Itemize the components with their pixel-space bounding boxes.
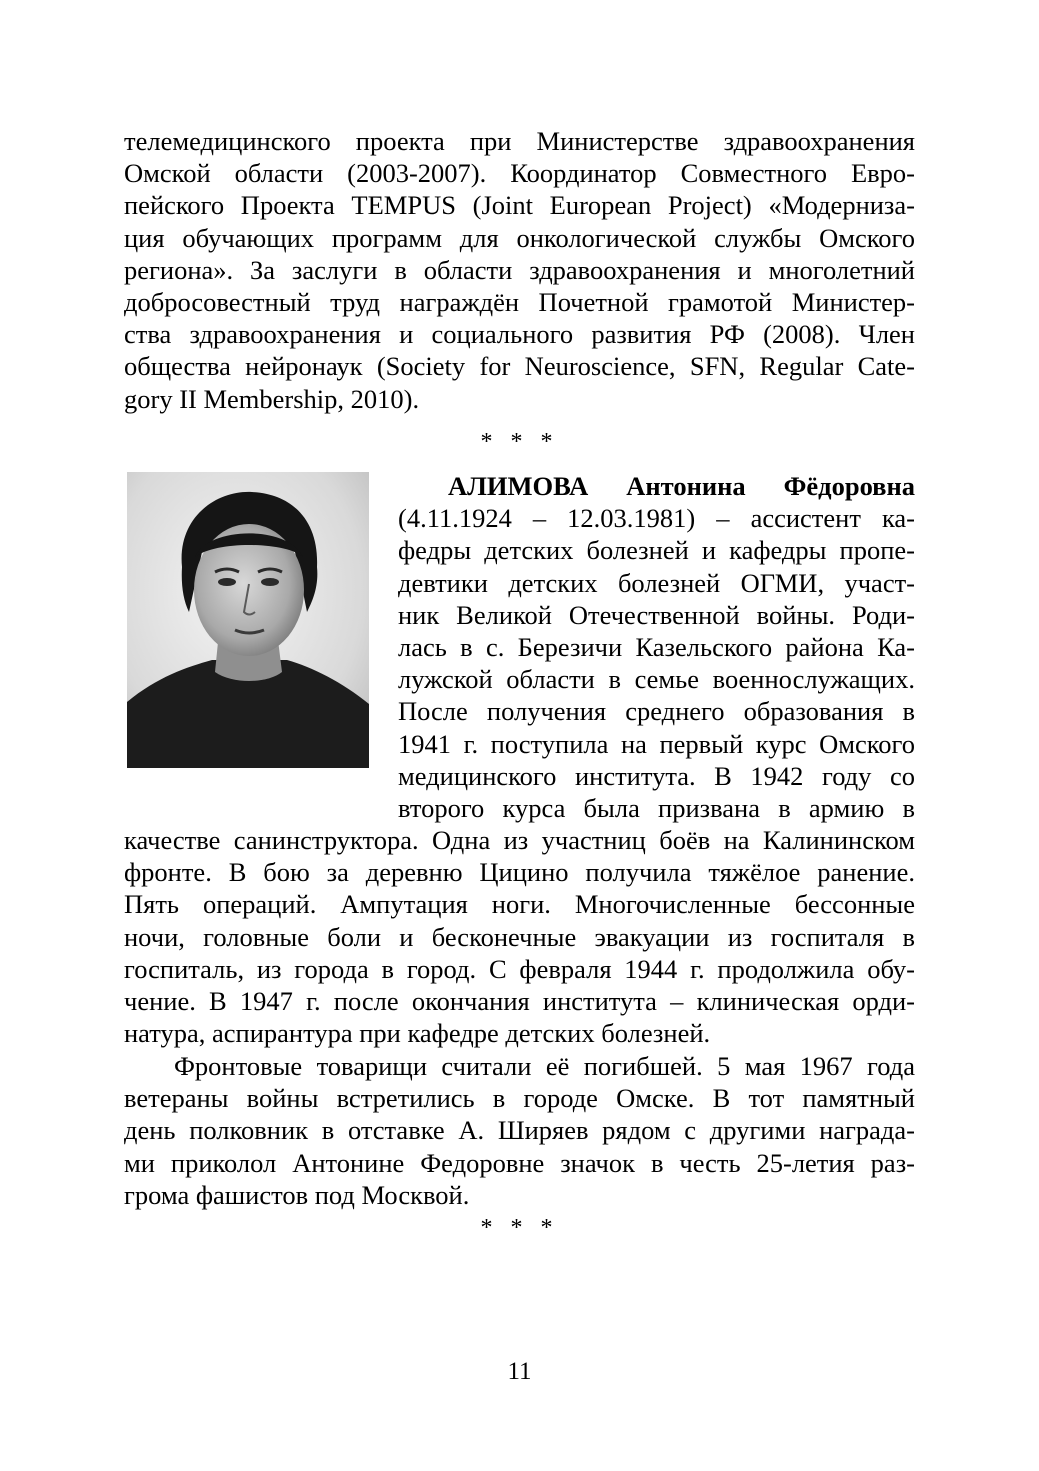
text-line: ник Великой Отечественной войны. Роди-: [398, 599, 915, 630]
person-name: АЛИМОВА Антонина Фёдоровна: [448, 471, 915, 501]
text-line: пейского Проекта TEMPUS (Joint European Project) «Модерниза-: [124, 190, 915, 221]
text-line: ция обучающих программ для онкологической службы Омского: [124, 222, 915, 253]
text-line: Фронтовые товарищи считали её погибшей. 5 мая 1967 года: [174, 1051, 915, 1081]
text-line: медицинского института. В 1942 году со: [398, 760, 915, 791]
text-line: добросовестный труд награждён Почетной грамотой Министер-: [124, 287, 915, 318]
text-line: ночи, головные боли и бесконечные эвакуации из госпиталя в: [124, 921, 915, 952]
text-line: натура, аспирантура при кафедре детских болезней.: [124, 1018, 711, 1049]
text-line: Омской области (2003-2007). Координатор Совместного Евро-: [124, 158, 915, 189]
section-separator: * * *: [480, 429, 559, 455]
bio-continuation: [124, 824, 915, 1049]
text-line: Пять операций. Ампутация ноги. Многочисленные бессонные: [124, 889, 915, 920]
section-separator: * * *: [480, 1215, 559, 1241]
text-line: качестве санинструктора. Одна из участниц боёв на Калининском: [124, 825, 915, 855]
text-line: ства здравоохранения и социального развития РФ (2008). Член: [124, 319, 915, 350]
text-line: телемедицинского проекта при Министерстве здравоохранения: [124, 126, 915, 156]
text-line: gory II Membership, 2010).: [124, 383, 420, 414]
text-line: (4.11.1924 – 12.03.1981) – ассистент ка-: [398, 503, 915, 534]
page-number: 11: [507, 1358, 532, 1385]
text-line: фронте. В бою за деревню Цицино получила тяжёлое ранение.: [124, 857, 915, 888]
text-line: лужской области в семье военнослужащих.: [398, 664, 915, 695]
bio-right-column: [398, 470, 915, 824]
text-line: ми приколол Антонине Федоровне значок в честь 25-летия раз-: [124, 1147, 915, 1178]
text-line: день полковник в отставке А. Ширяев рядом с другими награда-: [124, 1115, 915, 1146]
text-line: грома фашистов под Москвой.: [124, 1179, 470, 1210]
portrait-photo: [127, 472, 369, 768]
text-line: девтики детских болезней ОГМИ, участ-: [398, 567, 915, 598]
text-line: региона». За заслуги в области здравоохранения и многолетний: [124, 254, 915, 285]
text-line: чение. В 1947 г. после окончания института – клиническая орди-: [124, 986, 915, 1017]
second-paragraph: [124, 1050, 915, 1211]
text-line: госпиталь, из города в город. С февраля 1944 г. продолжила обу-: [124, 953, 915, 984]
text-line: лась в с. Березичи Казельского района Ка-: [398, 632, 915, 663]
text-line: ветераны войны встретились в городе Омске. В тот памятный: [124, 1083, 915, 1114]
text-line: второго курса была призвана в армию в: [398, 793, 915, 824]
text-line: федры детских болезней и кафедры пропе-: [398, 535, 915, 566]
top-paragraph: [124, 125, 915, 415]
text-line: После получения среднего образования в: [398, 696, 915, 727]
text-line: общества нейронаук (Society for Neuroscience, SFN, Regular Cate-: [124, 351, 915, 382]
text-line: 1941 г. поступила на первый курс Омского: [398, 728, 915, 759]
